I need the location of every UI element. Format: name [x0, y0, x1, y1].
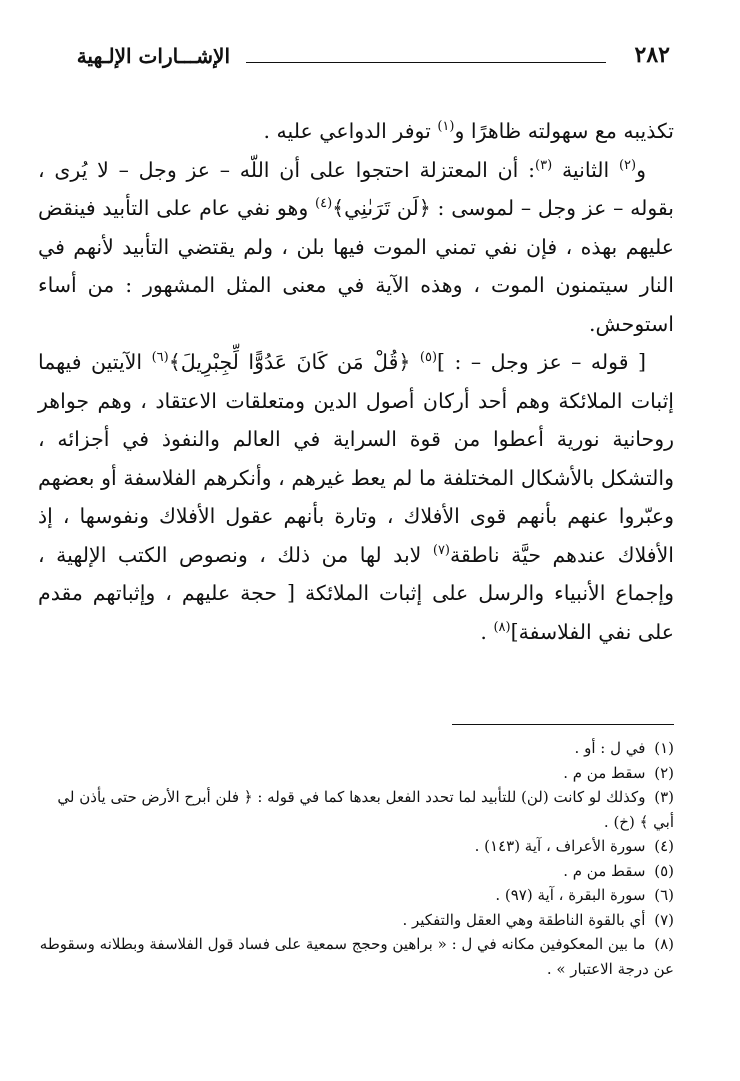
text-run: وهو نفي عام على التأبيد فينقض عليهم بهذه ، فإن نفي تمني الموت فيها بلن ، ولم يقتضي التأبيد لأنهم في النار سيتمنون الموت ، وهذه الآية في معنى المثل المشهور : من أساء استوحش. [38, 196, 674, 336]
footnote-ref: (٧) [432, 542, 450, 558]
text-run: [ قوله – عز وجل – : ] [437, 350, 647, 374]
footnote [38, 761, 674, 786]
footnote-number: (٨) [654, 935, 674, 953]
footnote [38, 834, 674, 859]
quran-verse: ﴿قُلْ مَن كَانَ عَدُوًّا لِّجِبْرِيلَ﴾ [168, 350, 420, 374]
footnote-ref: (١) [437, 119, 455, 134]
footnotes [38, 736, 674, 981]
footnote-ref: (٣) [535, 157, 553, 173]
footnote-text: وكذلك لو كانت (لن) للتأبيد لما تحدد الفعل بعدها كما في قوله : ﴿ فلن أبرح الأرض حتى يأذن لي أبي ﴾ (خ) . [57, 788, 674, 831]
text-run: توفر الدواعي عليه . [263, 119, 438, 143]
footnote-number: (٥) [654, 861, 674, 880]
footnote-number: (٤) [654, 837, 674, 855]
text-run: لابد لها من ذلك ، ونصوص الكتب الإلهية ، وإجماع الأنبياء والرسل على إثبات الملائكة [ حجة عليهم ، وإثباتهم مقدم على نفي الفلاسفة] [38, 542, 674, 644]
footnote-ref: (٤) [315, 196, 333, 211]
footnote [38, 883, 674, 908]
paragraph-3 [38, 343, 674, 651]
footnote-separator [452, 724, 674, 725]
text-run: : أن المعتزلة احتجوا على أن اللّه – عز وجل – لا يُرى ، بقوله – عز وجل – لموسى : ﴿لَن تَرَىٰنِي﴾ [38, 157, 674, 220]
footnote-number: (١) [654, 739, 674, 757]
text-run: . [480, 619, 494, 644]
text-run: و [636, 157, 646, 182]
footnote-ref: (٢) [618, 157, 637, 173]
paragraph-2 [38, 151, 674, 344]
footnote-text: ما بين المعكوفين مكانه في ل : « براهين وحجج سمعية على فساد قول الفلاسفة وبطلانه وسقوطه عن درجة الاعتبار » . [39, 935, 674, 978]
footnote-text: سقط من م . [563, 861, 646, 880]
footnote-text: في ل : أو . [574, 739, 646, 757]
text-run: الثانية [552, 157, 619, 182]
footnote-number: (٢) [654, 763, 674, 782]
footnote-number: (٦) [654, 886, 674, 904]
footnote [38, 859, 674, 884]
footnote-text: أي بالقوة الناطقة وهي العقل والتفكير . [402, 910, 646, 929]
footnote-text: سقط من م . [563, 763, 646, 782]
footnote-ref: (٨) [493, 619, 511, 635]
footnote [38, 908, 674, 933]
running-header [34, 40, 670, 80]
footnote-ref: (٥) [419, 350, 438, 365]
main-text [38, 112, 674, 651]
footnote-number: (٧) [654, 910, 674, 929]
footnote-number: (٣) [654, 788, 674, 806]
text-run: الآيتين فيهما إثبات الملائكة وهم أحد أركان أصول الدين ومتعلقات الاعتقاد ، وهم جواهر روحانية نورية أعطوا من قوة السراية في العالم والنفوذ في أجزائه ، والتشكل بالأشكال المختلفة ما لم يعط غيرهم ، وأنكرهم الفلاسفة أو بعضهم وعبّروا عنهم بأنهم قوى الأفلاك ، وتارة بأنهم عقول الأفلاك ونفوسها ، إذ الأفلاك عندهم حيَّة ناطقة [38, 350, 674, 567]
footnote [38, 932, 674, 981]
paragraph-1 [38, 112, 674, 151]
text-run: تكذيبه مع سهولته ظاهرًا و [454, 119, 674, 143]
footnote [38, 736, 674, 761]
footnote [38, 785, 674, 834]
footnote-ref: (٦) [151, 350, 169, 365]
header-rule [246, 62, 606, 63]
footnote-text: سورة البقرة ، آية (٩٧) . [495, 886, 646, 904]
running-title: الإشـــارات الإلـهية [76, 44, 230, 68]
footnote-text: سورة الأعراف ، آية (١٤٣) . [474, 837, 646, 855]
page-number: ٢٨٢ [634, 42, 670, 68]
